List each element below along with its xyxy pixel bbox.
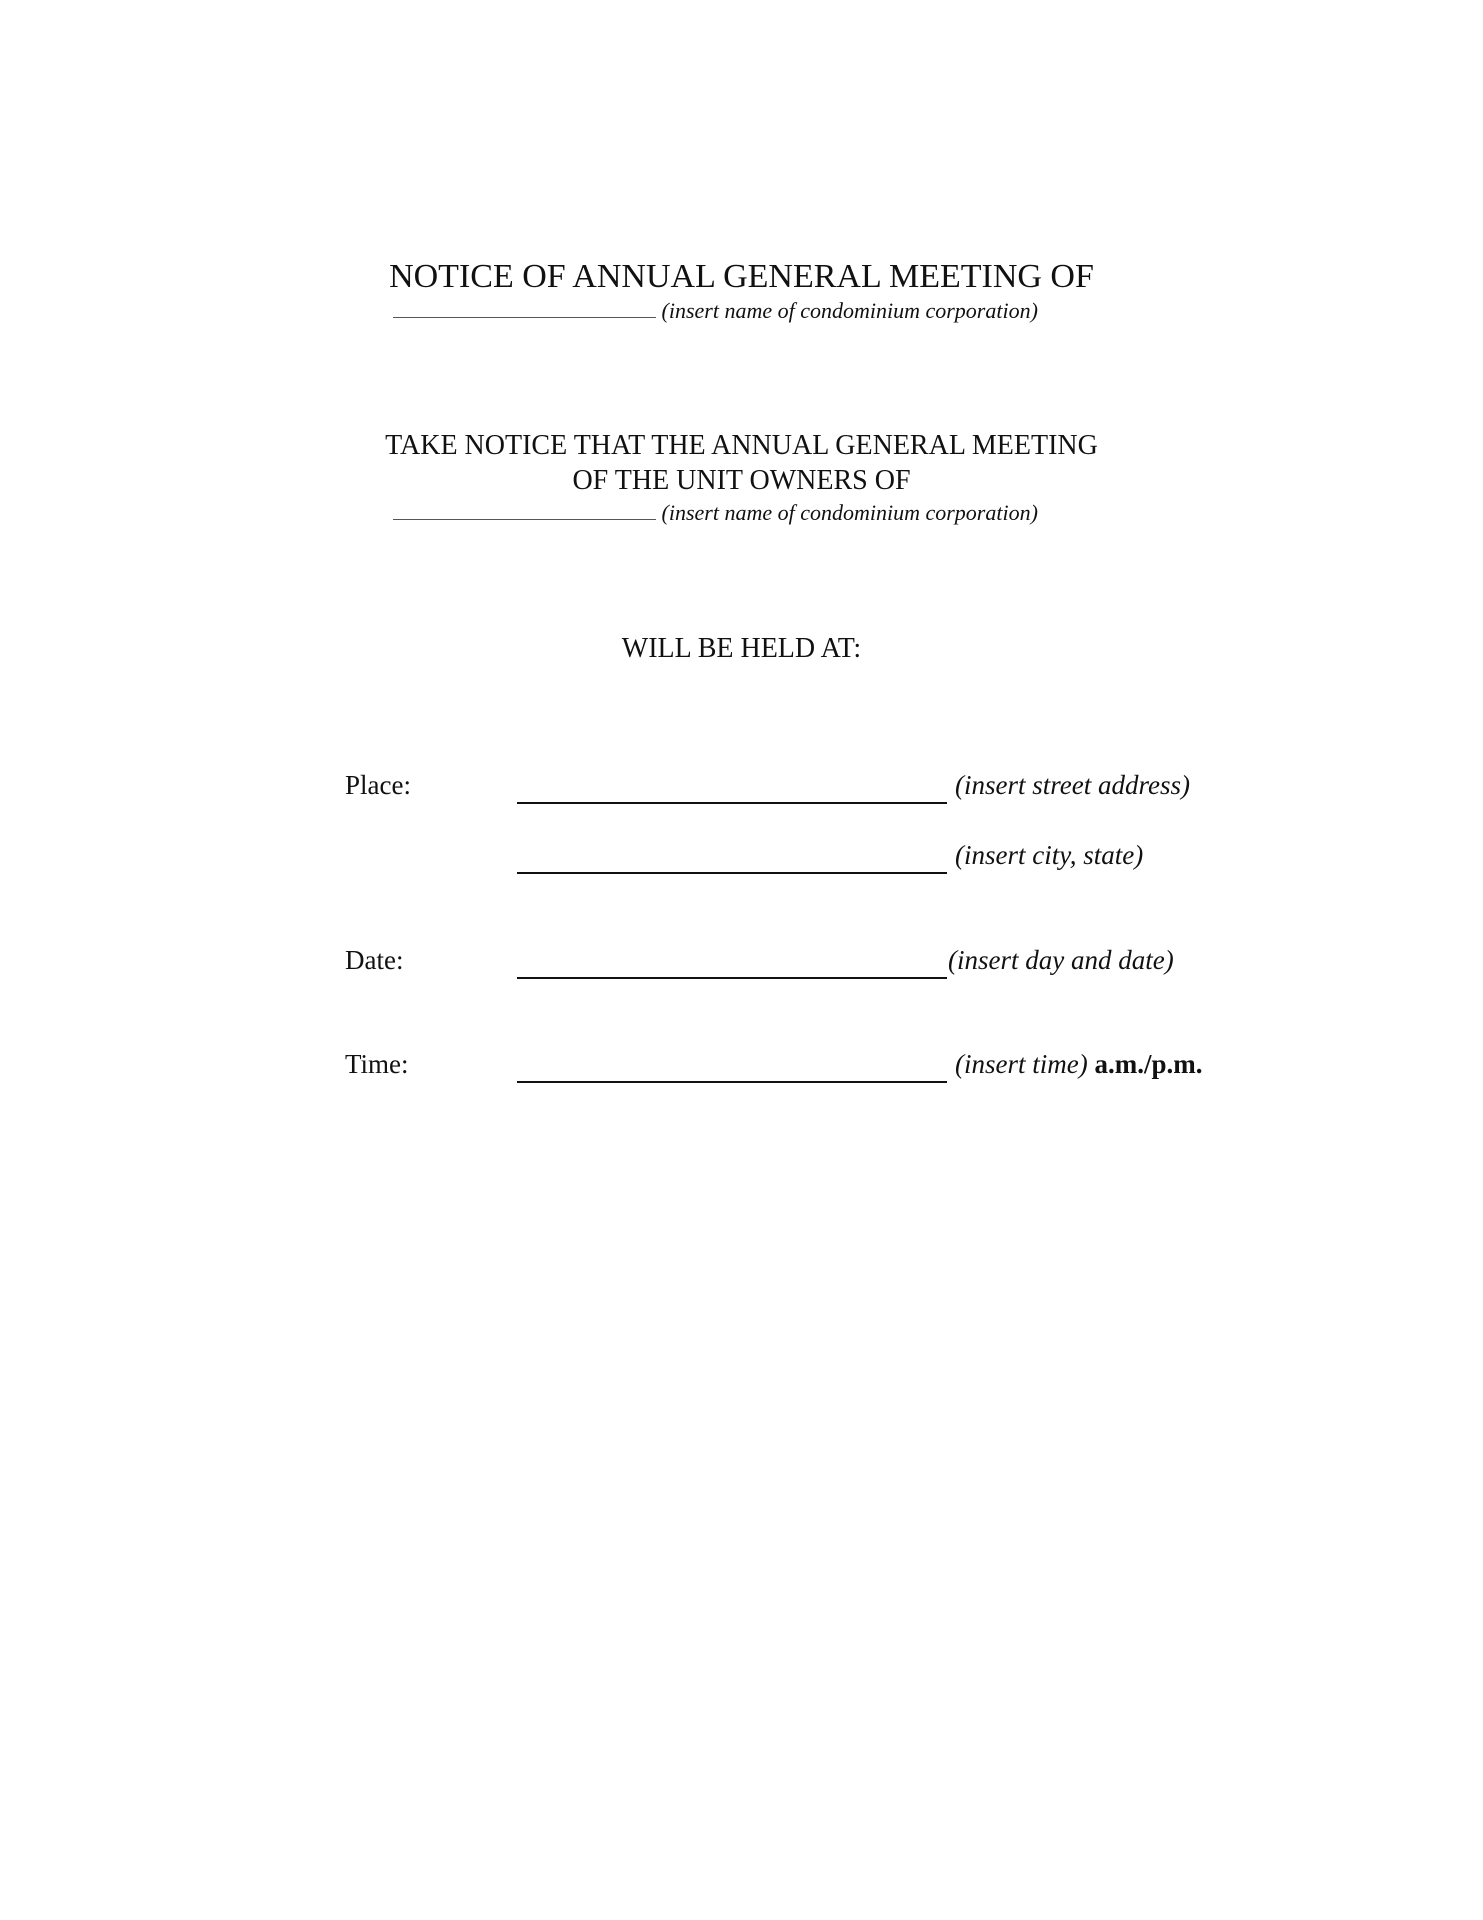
place-label: Place: — [345, 770, 411, 800]
notice-corporation-field — [393, 500, 1038, 526]
notice-line-2: OF THE UNIT OWNERS OF — [572, 465, 911, 496]
time-label: Time: — [345, 1049, 409, 1079]
date-label: Date: — [345, 945, 404, 975]
document-title: NOTICE OF ANNUAL GENERAL MEETING OF — [389, 258, 1094, 295]
corporation-name-hint: (insert name of condominium corporation) — [661, 298, 1038, 323]
corporation-name-hint: (insert name of condominium corporation) — [661, 500, 1038, 525]
corporation-name-blank[interactable] — [393, 317, 656, 318]
time-hint-group — [955, 1049, 1202, 1080]
date-hint: (insert day and date) — [948, 945, 1174, 975]
title-corporation-field — [393, 298, 1038, 324]
notice-line-1: TAKE NOTICE THAT THE ANNUAL GENERAL MEETING — [385, 430, 1098, 461]
time-hint: (insert time) — [955, 1049, 1088, 1079]
city-state-hint: (insert city, state) — [955, 840, 1144, 870]
date-blank[interactable] — [517, 949, 947, 979]
city-state-blank[interactable] — [517, 844, 947, 874]
corporation-name-blank[interactable] — [393, 519, 656, 520]
time-blank[interactable] — [517, 1053, 947, 1083]
am-pm-suffix: a.m./p.m. — [1094, 1049, 1203, 1079]
street-address-hint: (insert street address) — [955, 770, 1190, 800]
street-address-blank[interactable] — [517, 774, 947, 804]
held-at-heading: WILL BE HELD AT: — [621, 633, 862, 664]
